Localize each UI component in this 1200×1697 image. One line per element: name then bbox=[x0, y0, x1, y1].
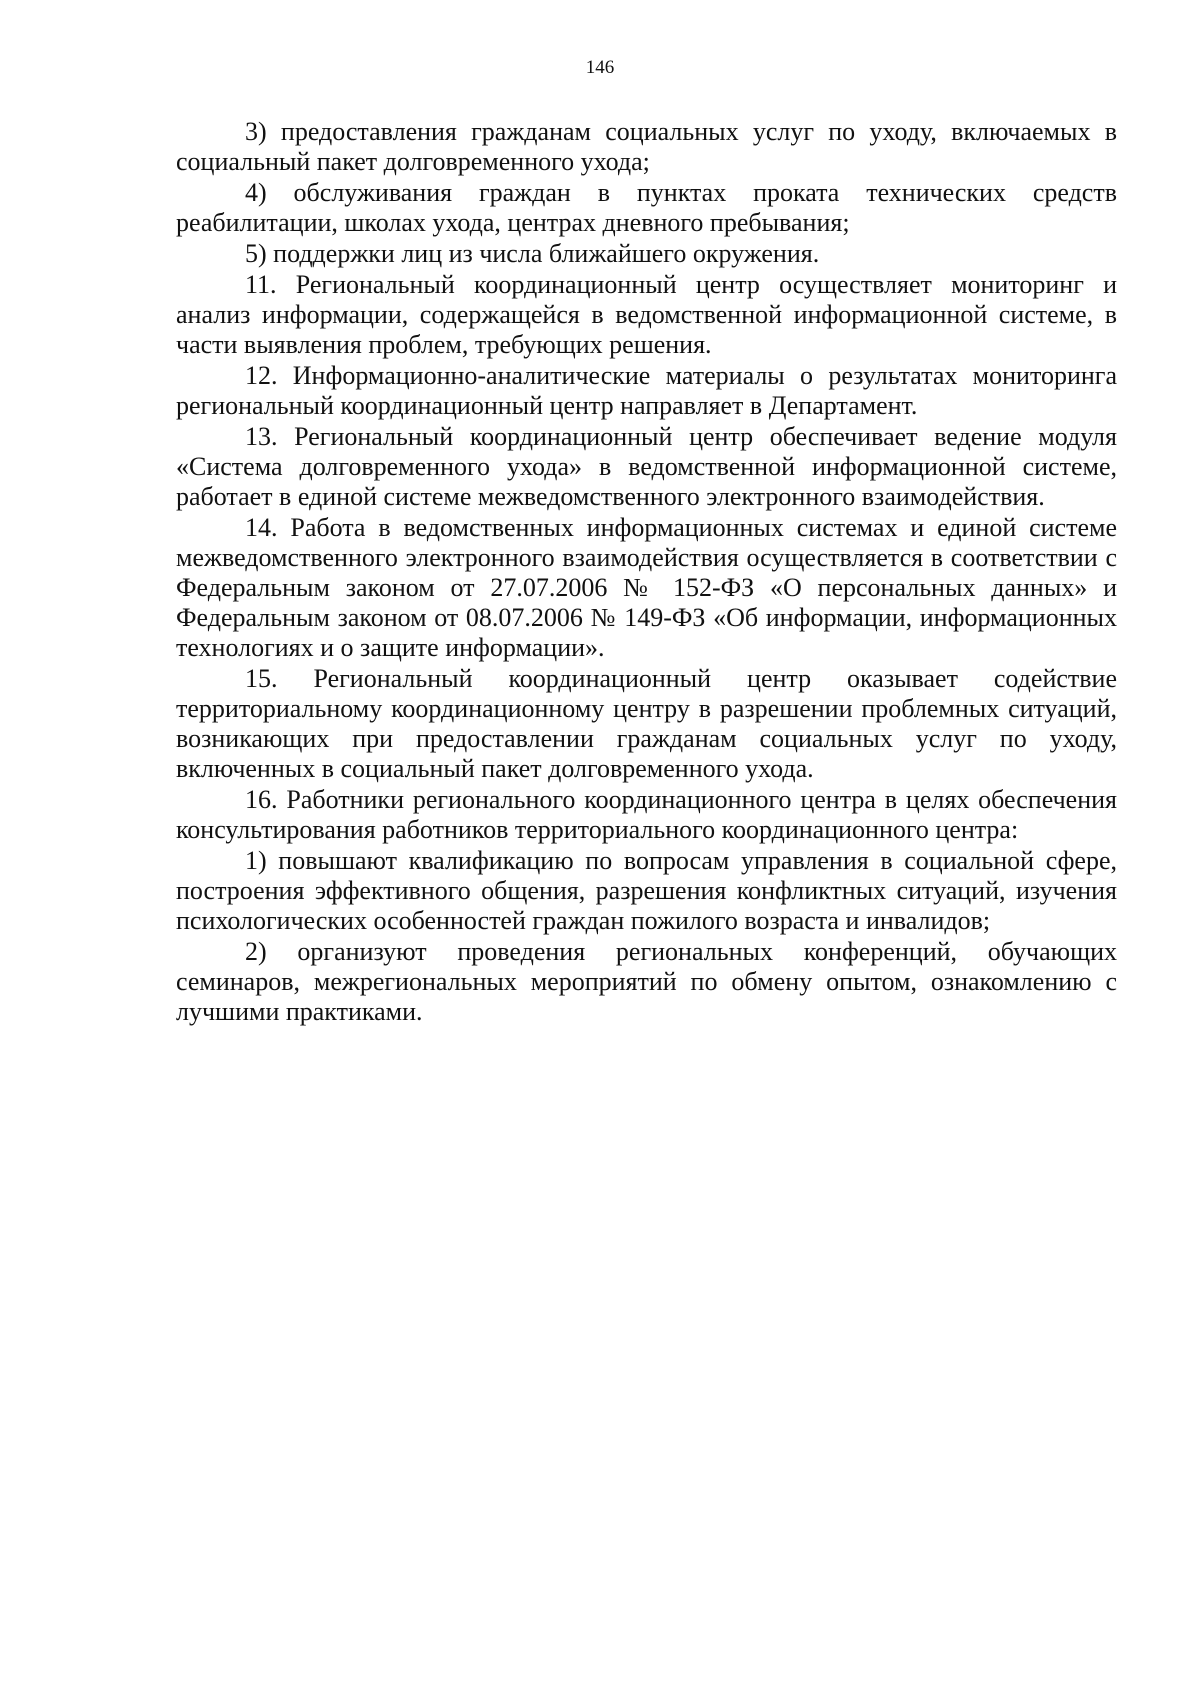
paragraph-clause-16: 16. Работники регионального координационного центра в целях обеспечения консультирования работников территориального координационного центра: bbox=[176, 785, 1117, 844]
paragraph-subitem-2: 2) организуют проведения региональных конференций, обучающих семинаров, межрегиональных мероприятий по обмену опытом, ознакомлению с лучшими практиками. bbox=[176, 937, 1117, 1026]
paragraph-clause-12: 12. Информационно-аналитические материалы о результатах мониторинга региональный координационный центр направляет в Департамент. bbox=[176, 361, 1117, 420]
paragraph-item-5: 5) поддержки лиц из числа ближайшего окружения. bbox=[245, 239, 820, 268]
paragraph-clause-14: 14. Работа в ведомственных информационных системах и единой системе межведомственного электронного взаимодействия осуществляется в соответствии с Федеральным законом от 27.07.2006 № 152-ФЗ «О персональных данных» и Федеральным законом от 08.07.2006 № 149-ФЗ «Об информации, информационных технологиях и о защите информации». bbox=[176, 513, 1117, 662]
paragraph-clause-11: 11. Региональный координационный центр осуществляет мониторинг и анализ информации, содержащейся в ведомственной информационной системе, в части выявления проблем, требующих решения. bbox=[176, 270, 1117, 359]
paragraph-clause-13: 13. Региональный координационный центр обеспечивает ведение модуля «Система долговременного ухода» в ведомственной информационной системе, работает в единой системе межведомственного электронного взаимодействия. bbox=[176, 422, 1117, 511]
document-body bbox=[176, 117, 1117, 1028]
paragraph-item-3: 3) предоставления гражданам социальных услуг по уходу, включаемых в социальный пакет долговременного ухода; bbox=[176, 117, 1117, 176]
page-number: 146 bbox=[585, 57, 615, 78]
paragraph-clause-15: 15. Региональный координационный центр оказывает содействие территориальному координационному центру в разрешении проблемных ситуаций, возникающих при предоставлении гражданам социальных услуг по уходу, включенных в социальный пакет долговременного ухода. bbox=[176, 664, 1117, 783]
paragraph-subitem-1: 1) повышают квалификацию по вопросам управления в социальной сфере, построения эффективного общения, разрешения конфликтных ситуаций, изучения психологических особенностей граждан пожилого возраста и инвалидов; bbox=[176, 846, 1117, 935]
paragraph-item-4: 4) обслуживания граждан в пунктах проката технических средств реабилитации, школах ухода, центрах дневного пребывания; bbox=[176, 178, 1117, 237]
